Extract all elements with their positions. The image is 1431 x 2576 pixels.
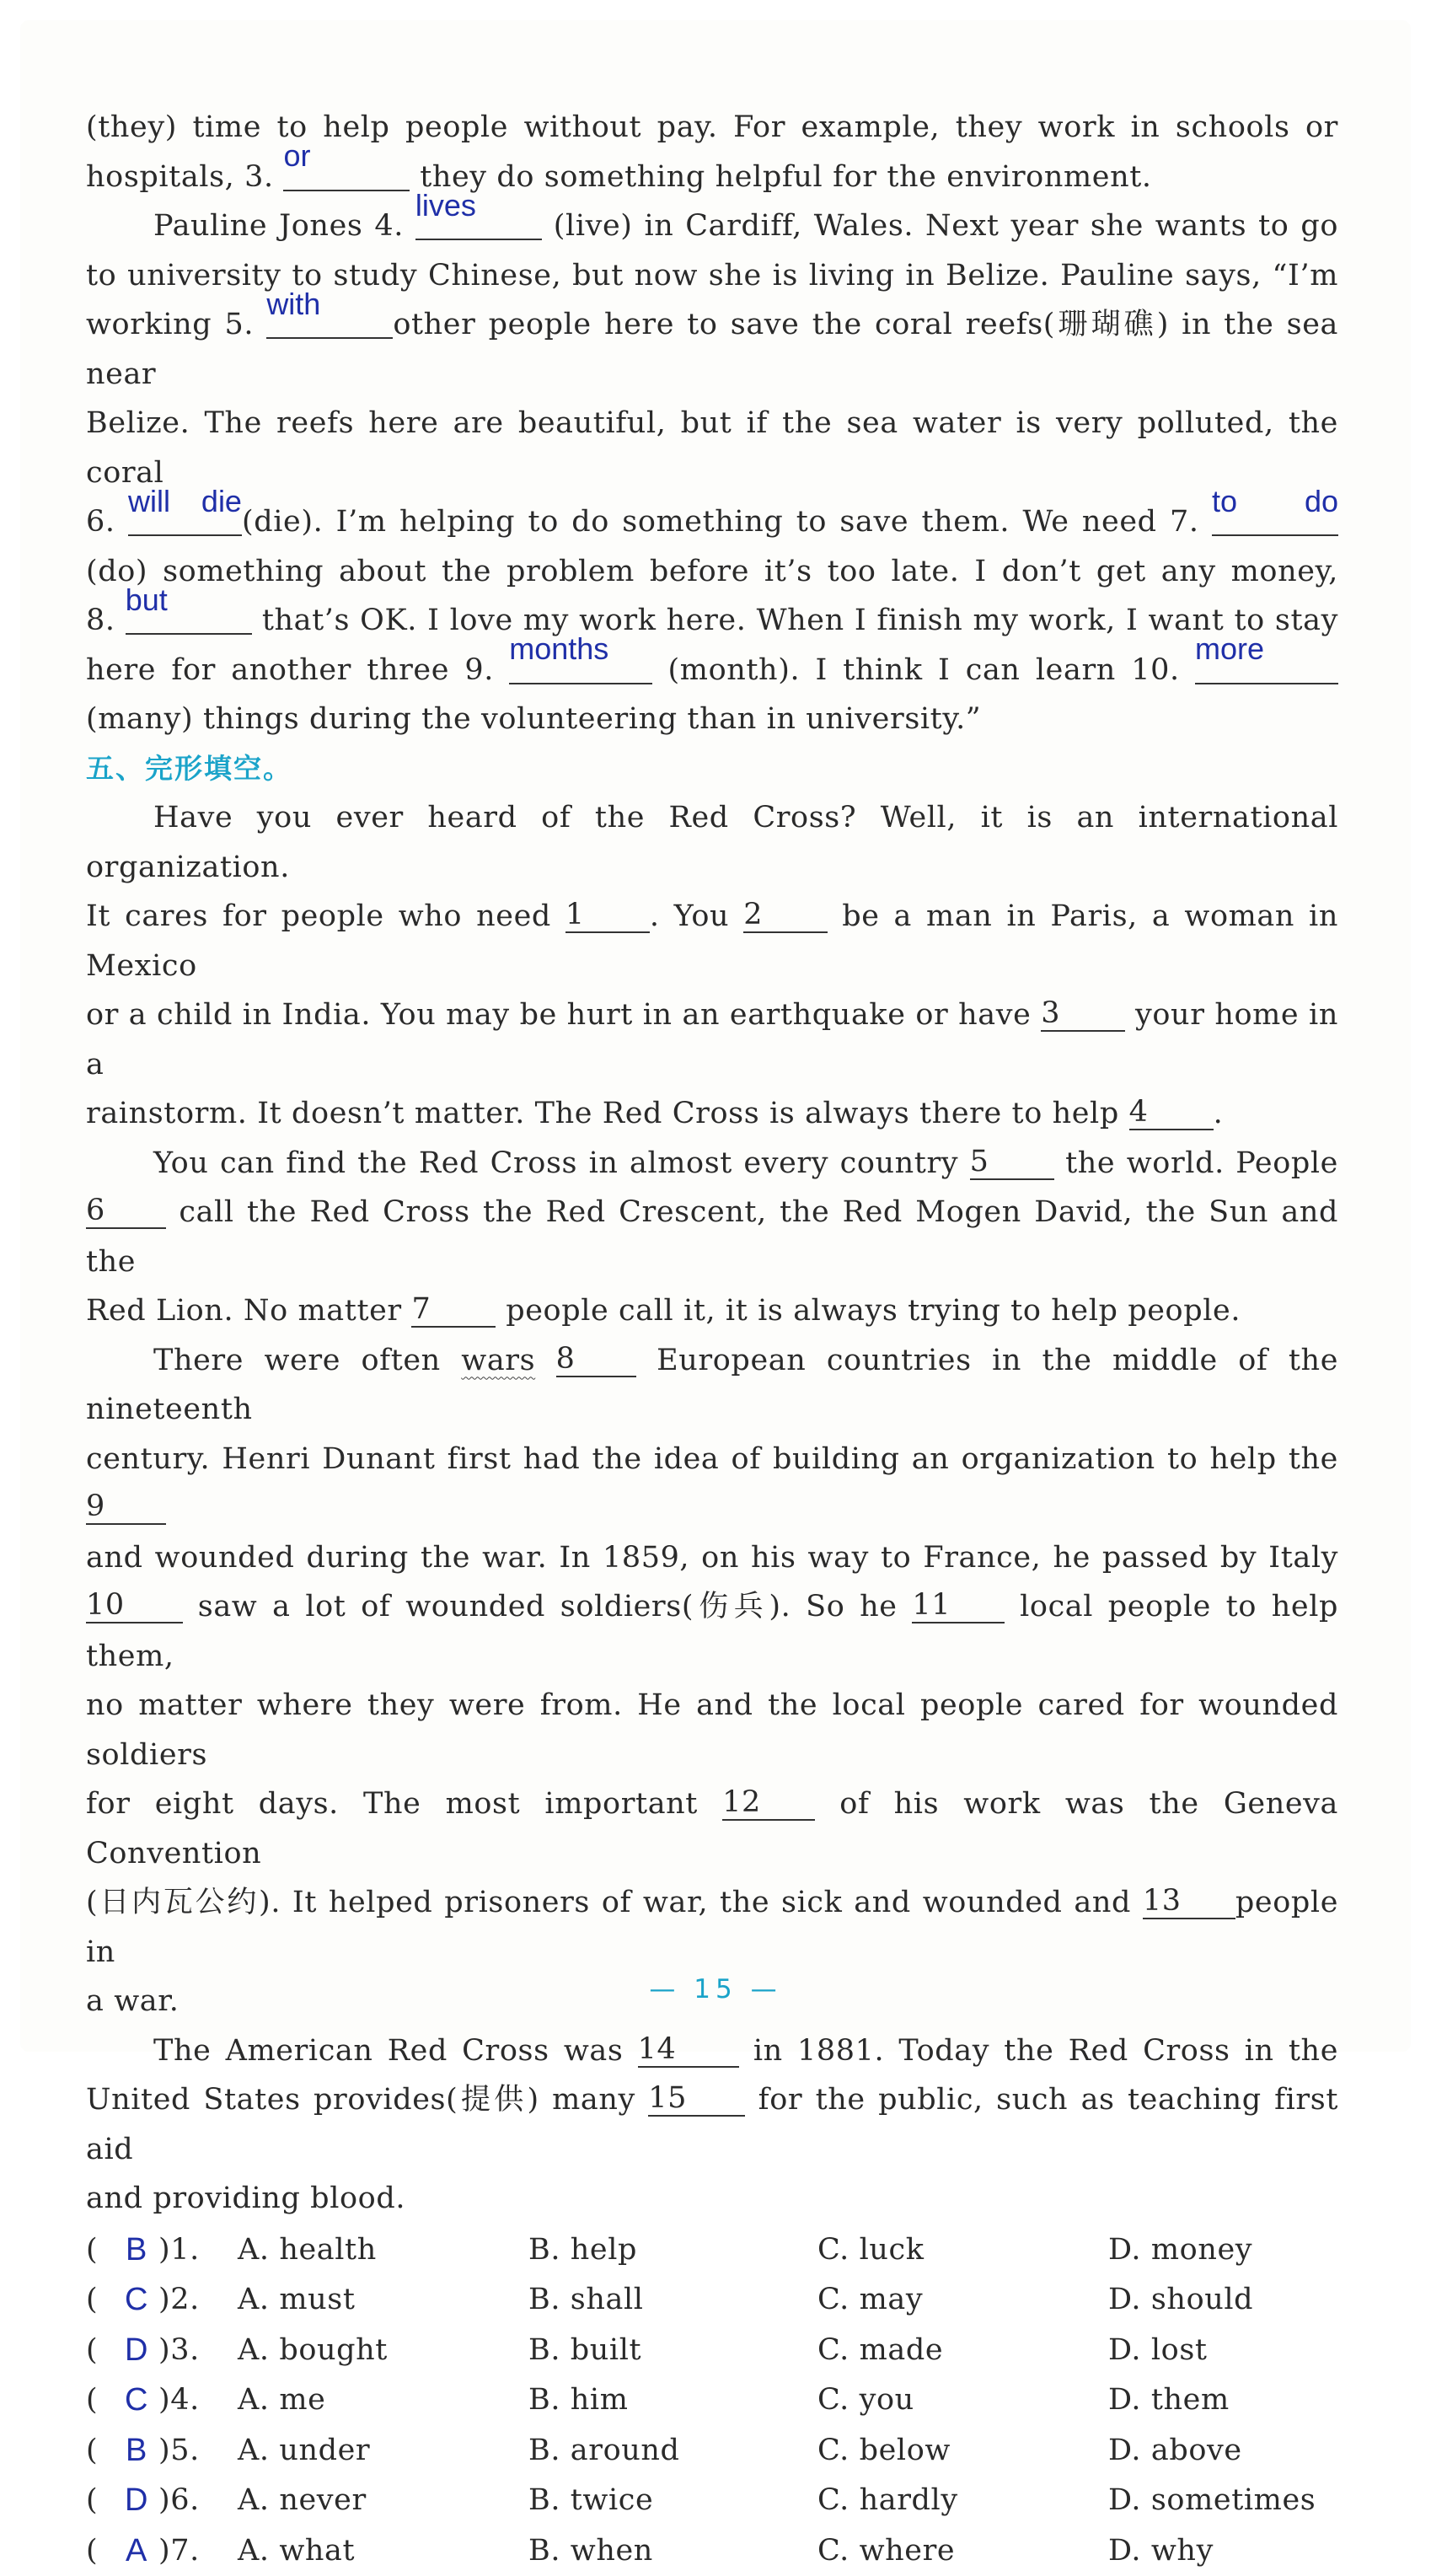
answer-blank-9[interactable] xyxy=(509,649,652,684)
option-a[interactable]: A. me xyxy=(238,2375,325,2425)
text-line: for eight days. The most important 12 of his work was the Geneva Convention xyxy=(86,1779,1338,1878)
text-line: United States provides(提供) many 15 for the public, such as teaching first aid xyxy=(86,2075,1338,2174)
section-title-cloze: 五、完形填空。 xyxy=(86,744,1338,794)
text-line: 10 saw a lot of wounded soldiers(伤兵). So he 11 local people to help them, xyxy=(86,1582,1338,1681)
text-line: or a child in India. You may be hurt in an earthquake or have 3 your home in a xyxy=(86,990,1338,1089)
question-number: )3. xyxy=(158,2326,200,2375)
text-line: You can find the Red Cross in almost every country 5 the world. People xyxy=(86,1139,1338,1189)
text-line: a war. xyxy=(86,1977,1338,2026)
option-a[interactable]: A. health xyxy=(238,2225,377,2275)
text-line: and wounded during the war. In 1859, on his way to France, he passed by Italy xyxy=(86,1533,1338,1583)
text-line: (many) things during the volunteering than in university.” xyxy=(86,695,1338,744)
option-c[interactable]: C. hardly xyxy=(817,2476,958,2525)
text-line: 6. will die (die). I’m helping to do something to save them. We need 7. to do xyxy=(86,497,1338,547)
chosen-answer[interactable]: C xyxy=(118,2375,155,2425)
text-line: rainstorm. It doesn’t matter. The Red Cross is always there to help 4 . xyxy=(86,1089,1338,1139)
cloze-passage xyxy=(86,793,1338,2224)
paren-open: ( xyxy=(86,2375,98,2425)
cloze-blank-7[interactable]: 7 xyxy=(411,1292,496,1328)
chosen-answer[interactable]: D xyxy=(118,2326,155,2375)
page-number: — 15 — xyxy=(20,1974,1411,2004)
option-c[interactable]: C. below xyxy=(817,2426,951,2476)
question-number: )1. xyxy=(158,2225,200,2275)
cloze-blank-15[interactable]: 15 xyxy=(648,2081,745,2117)
cloze-blank-1[interactable]: 1 xyxy=(565,898,650,933)
paren-open: ( xyxy=(86,2326,98,2375)
option-b[interactable]: B. help xyxy=(528,2225,637,2275)
filled-answer-3: or xyxy=(283,131,410,181)
option-a[interactable]: A. must xyxy=(238,2275,355,2325)
cloze-blank-5[interactable]: 5 xyxy=(970,1145,1054,1180)
filled-answer-4: lives xyxy=(415,181,542,231)
text-line: Pauline Jones 4. lives (live) in Cardiff, Wales. Next year she wants to go xyxy=(86,201,1338,251)
question-row xyxy=(86,2426,1338,2477)
paren-open: ( xyxy=(86,2225,98,2275)
cloze-blank-13[interactable]: 13 xyxy=(1143,1884,1235,1919)
text-line: The American Red Cross was 14 in 1881. Today the Red Cross in the xyxy=(86,2026,1338,2076)
text-line: There were often wars 8 European countries in the middle of the nineteenth xyxy=(86,1336,1338,1435)
text-line: no matter where they were from. He and the local people cared for wounded soldiers xyxy=(86,1681,1338,1779)
multiple-choice-list xyxy=(86,2225,1338,2576)
cloze-blank-8[interactable]: 8 xyxy=(556,1342,636,1377)
text-line: century. Henri Dunant first had the idea of building an organization to help the 9 xyxy=(86,1435,1338,1533)
option-b[interactable]: B. twice xyxy=(528,2476,653,2525)
option-a[interactable]: A. under xyxy=(238,2426,370,2476)
question-number: )5. xyxy=(158,2426,200,2476)
option-c[interactable]: C. made xyxy=(817,2326,943,2375)
filled-answer-6: will die xyxy=(128,477,242,527)
cloze-blank-6[interactable]: 6 xyxy=(86,1194,166,1229)
text-line: Belize. The reefs here are beautiful, but if the sea water is very polluted, the coral xyxy=(86,399,1338,497)
page-content xyxy=(86,103,1338,2576)
paren-open: ( xyxy=(86,2426,98,2476)
chosen-answer[interactable]: B xyxy=(118,2426,155,2476)
cloze-blank-2[interactable]: 2 xyxy=(743,898,828,933)
option-a[interactable]: A. never xyxy=(238,2476,367,2525)
question-row xyxy=(86,2526,1338,2576)
text-line: 8. but that’s OK. I love my work here. When I finish my work, I want to stay xyxy=(86,596,1338,646)
cloze-blank-11[interactable]: 11 xyxy=(912,1588,1005,1623)
text-line: (they) time to help people without pay. For example, they work in schools or xyxy=(86,103,1338,153)
filled-answer-8: but xyxy=(126,576,252,625)
option-b[interactable]: B. shall xyxy=(528,2275,644,2325)
cloze-blank-3[interactable]: 3 xyxy=(1041,996,1125,1032)
cloze-blank-4[interactable]: 4 xyxy=(1129,1095,1214,1130)
option-c[interactable]: C. may xyxy=(817,2275,923,2325)
answer-blank-5[interactable] xyxy=(266,303,393,339)
wavy-underlined-word: wars xyxy=(461,1344,535,1377)
text-line: (do) something about the problem before it’s too late. I don’t get any money, xyxy=(86,547,1338,597)
chosen-answer[interactable]: D xyxy=(118,2476,155,2525)
option-c[interactable]: C. where xyxy=(817,2526,955,2576)
question-number: )6. xyxy=(158,2476,200,2525)
question-number: )4. xyxy=(158,2375,200,2425)
paren-open: ( xyxy=(86,2476,98,2525)
text-line: (日内瓦公约). It helped prisoners of war, the sick and wounded and 13 people in xyxy=(86,1878,1338,1977)
text-line: to university to study Chinese, but now she is living in Belize. Pauline says, “I’m xyxy=(86,251,1338,301)
option-a[interactable]: A. what xyxy=(238,2526,355,2576)
worksheet-page xyxy=(20,20,1411,2052)
option-b[interactable]: B. built xyxy=(528,2326,641,2375)
option-d[interactable]: D. sometimes xyxy=(1108,2476,1316,2525)
option-d[interactable]: D. above xyxy=(1108,2426,1242,2476)
text-line: Have you ever heard of the Red Cross? Well, it is an international organization. xyxy=(86,793,1338,892)
text-line: and providing blood. xyxy=(86,2174,1338,2224)
chosen-answer[interactable]: A xyxy=(118,2526,155,2576)
option-d[interactable]: D. them xyxy=(1108,2375,1230,2425)
answer-blank-3[interactable] xyxy=(283,156,410,191)
cloze-blank-9[interactable]: 9 xyxy=(86,1489,166,1525)
option-c[interactable]: C. you xyxy=(817,2375,914,2425)
question-row xyxy=(86,2476,1338,2526)
text-line: working 5. with other people here to save the coral reefs(珊瑚礁) in the sea near xyxy=(86,300,1338,399)
option-d[interactable]: D. should xyxy=(1108,2275,1253,2325)
option-a[interactable]: A. bought xyxy=(238,2326,388,2375)
answer-blank-10[interactable] xyxy=(1195,649,1338,684)
option-d[interactable]: D. lost xyxy=(1108,2326,1208,2375)
question-row xyxy=(86,2375,1338,2426)
filled-answer-9: months xyxy=(509,625,652,674)
question-number: )7. xyxy=(158,2526,200,2576)
answer-blank-6[interactable] xyxy=(128,501,242,536)
text-line: here for another three 9. months (month). I think I can learn 10. more xyxy=(86,646,1338,695)
filled-answer-10: more xyxy=(1195,625,1338,674)
paren-open: ( xyxy=(86,2526,98,2576)
cloze-blank-14[interactable]: 14 xyxy=(638,2032,739,2068)
text-line: 6 call the Red Cross the Red Crescent, the Red Mogen David, the Sun and the xyxy=(86,1188,1338,1286)
text-line: It cares for people who need 1 . You 2 be a man in Paris, a woman in Mexico xyxy=(86,892,1338,990)
chosen-answer[interactable]: B xyxy=(118,2225,155,2275)
question-number: )2. xyxy=(158,2275,200,2325)
paren-open: ( xyxy=(86,2275,98,2325)
question-row xyxy=(86,2326,1338,2376)
cloze-blank-10[interactable]: 10 xyxy=(86,1588,183,1623)
answer-blank-4[interactable] xyxy=(415,205,542,240)
question-row xyxy=(86,2275,1338,2326)
option-d[interactable]: D. money xyxy=(1108,2225,1252,2275)
answer-blank-7[interactable] xyxy=(1212,501,1338,536)
option-c[interactable]: C. luck xyxy=(817,2225,925,2275)
text-line: hospitals, 3. or they do something helpful for the environment. xyxy=(86,153,1338,202)
option-b[interactable]: B. when xyxy=(528,2526,653,2576)
filled-answer-7: to do xyxy=(1212,477,1338,527)
option-d[interactable]: D. why xyxy=(1108,2526,1214,2576)
cloze-blank-12[interactable]: 12 xyxy=(722,1785,815,1821)
chosen-answer[interactable]: C xyxy=(118,2275,155,2325)
text-line: Red Lion. No matter 7 people call it, it is always trying to help people. xyxy=(86,1286,1338,1336)
option-b[interactable]: B. him xyxy=(528,2375,629,2425)
answer-blank-8[interactable] xyxy=(126,599,252,635)
question-row xyxy=(86,2225,1338,2276)
option-b[interactable]: B. around xyxy=(528,2426,680,2476)
filled-answer-5: with xyxy=(266,280,393,330)
passage-part4 xyxy=(86,103,1338,744)
